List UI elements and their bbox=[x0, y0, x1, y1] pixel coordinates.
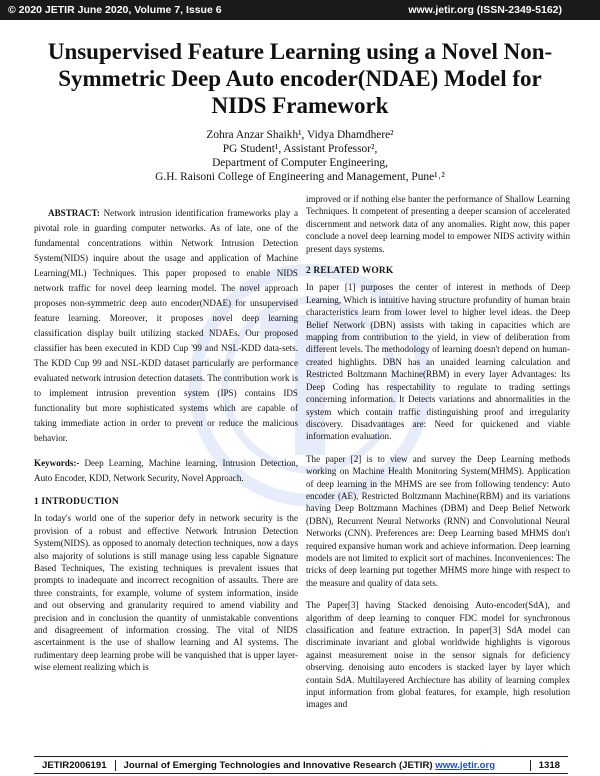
paper-title-line-2: Symmetric Deep Auto encoder(NDAE) Model for bbox=[58, 66, 542, 91]
introduction-continued-paragraph: improved or if nothing else banter the performance of Shallow Learning Techniques. It competent of presenting a deeper scansion of accelerated discernment and network data of any anomalies. Right now, this paper conclude a novel deep learning model to empower NIDS activity within present days systems. bbox=[306, 194, 570, 254]
related-work-heading: 2 RELATED WORK bbox=[306, 266, 394, 277]
footer-journal bbox=[116, 760, 530, 771]
footer-website-link[interactable]: www.jetir.org bbox=[435, 759, 496, 771]
paper-title-line-1: Unsupervised Feature Learning using a Novel Non- bbox=[47, 39, 553, 64]
author-roles: PG Student¹, Assistant Professor², bbox=[222, 143, 378, 155]
author-names: Zohra Anzar Shaikh¹, Vidya Dhamdhere² bbox=[206, 129, 394, 141]
journal-website-issn: www.jetir.org (ISSN-2349-5162) bbox=[408, 4, 562, 16]
keywords-text: Deep Learning, Machine learning, Intrusion Detection, Auto Encoder, KDD, Network Security, Novel Approach. bbox=[34, 458, 298, 483]
keywords-label: Keywords:- bbox=[34, 458, 80, 468]
abstract-paragraph bbox=[34, 206, 298, 446]
right-column bbox=[306, 193, 570, 741]
introduction-paragraph: In today's world one of the superior defy in network security is the provision of a robust and effective Network Intrusion Detection System(NIDS). as opposed to anomaly detection techniques, now a days also majority of solutions is still manage using less capable Signature Based Techniques, The existing techniques is prevalent issues that prompts to inadequate and incorrect recognition of assaults. There are three constraints, for example, volume of system information, inside and out observing and granularity required to amend viability and precision and in conclusion the quantity of unmistakable conventions and disagreement of information crossing. The vital of NIDS ascertainment is the use of shallow learning and AI systems. The rudimentary deep learning probe will be vanquished that is upper layer-wise element realizing which is bbox=[34, 513, 298, 673]
abstract-label: ABSTRACT: bbox=[48, 208, 100, 218]
paper-title bbox=[20, 38, 580, 119]
footer-page-number: 1318 bbox=[530, 760, 568, 771]
introduction-heading: 1 INTRODUCTION bbox=[34, 497, 119, 507]
abstract-text: Network intrusion identification frameworks play a pivotal role in guarding computer networks. As of late, one of the fundamental concentrations within Network Intrusion Detection System(NIDS) inquire about the usage and application of Machine Learning(ML) Techniques. This paper proposed to enable NIDS network traffic for novel deep learning model. The novel approach proposes non-symmetric deep auto encoder(NDAE) for unsupervised feature learning. Moreover, it proposes novel deep learning classification display built utilizing stacked NDAEs. Our proposed classifier has been executed in KDD Cup '99 and NSL-KDD data-sets. The KDD Cup 99 and NSL-KDD dataset particularly are performance evaluated network intrusion detection datasets. The contribution work is to implement intrusion prevention system (IPS) contains IDS functionality but more sophisticated systems which are capable of taking immediate action in order to prevent or reduce the malicious behavior. bbox=[34, 208, 298, 443]
left-column bbox=[34, 206, 298, 754]
related-work-paragraph-1: In paper [1] purposes the center of interest in methods of Deep Learning, Which is intuitive having structure profundity of human brain characteristics learn from lower level to higher level ideas. the Deep Belief Network (DBN) assists with taking in capacities which are mapping from contribution to the yield, in view of deliberation from different levels. The methodology of learning doesn't depend on human-created highlights. DBN has an unaided learning calculation and Restricted Boltzmann Machine(RBM) in every layer Advantages: Its Deep Coding has respectability to regulate to trading settings concerning information. It Detects variations and abnormalities in the system which contain traffic distinguishing proof and irregularity discovery. Disadvantages are: Need for quickened and viable information evaluation. bbox=[306, 282, 570, 442]
author-department: Department of Computer Engineering, bbox=[212, 157, 388, 169]
author-college: G.H. Raisoni College of Engineering and Management, Pune¹˒² bbox=[155, 171, 445, 183]
related-work-paragraph-3: The Paper[3] having Stacked denoising Auto-encoder(SdA), and algorithm of deep learning to conquer FDC model for synchronous classification and feature extraction. In paper[3] SdA model can discriminate invariant and global worldwide highlights is vigorous against measurement noise in the sensor signals for deficiency observing. denoising auto encoders is stacked layer by layer which contain SdA. Multilayered Archiecture has ability of learning complex input information from global features, for example, high resolution images and bbox=[306, 600, 570, 710]
journal-header-bar bbox=[0, 0, 600, 20]
author-block bbox=[20, 128, 580, 184]
page-footer bbox=[34, 756, 568, 774]
paper-title-line-3: NIDS Framework bbox=[211, 93, 389, 118]
footer-paper-id: JETIR2006191 bbox=[34, 760, 116, 771]
journal-issue-info: © 2020 JETIR June 2020, Volume 7, Issue 6 bbox=[8, 4, 222, 16]
related-work-paragraph-2: The paper [2] is to view and survey the Deep Learning methods working on Machine Health Monitoring System(MHMS). Application of deep learning in the MHMS are see from following tendency: Auto encoder (AE), Restricted Boltzmann Machine(RBM) and its variations having Deep Boltzmann Machines (DBM) and Deep Belief Network (DBN), Recurrent Neural Networks (RNN) and Convolutional Neural Networks (CNN). Preferences are: Deep Learning based MHMS don't required expansive human work and achieve information. Deep learning models are not limited to explicit sort of machines. Inconveniences: The tricks of deep learning put together MHMS more hinge with respect to the measure and quality of data sets. bbox=[306, 453, 570, 588]
keywords-paragraph bbox=[34, 456, 298, 486]
footer-journal-name: Journal of Emerging Technologies and Innovative Research (JETIR) bbox=[123, 759, 436, 771]
